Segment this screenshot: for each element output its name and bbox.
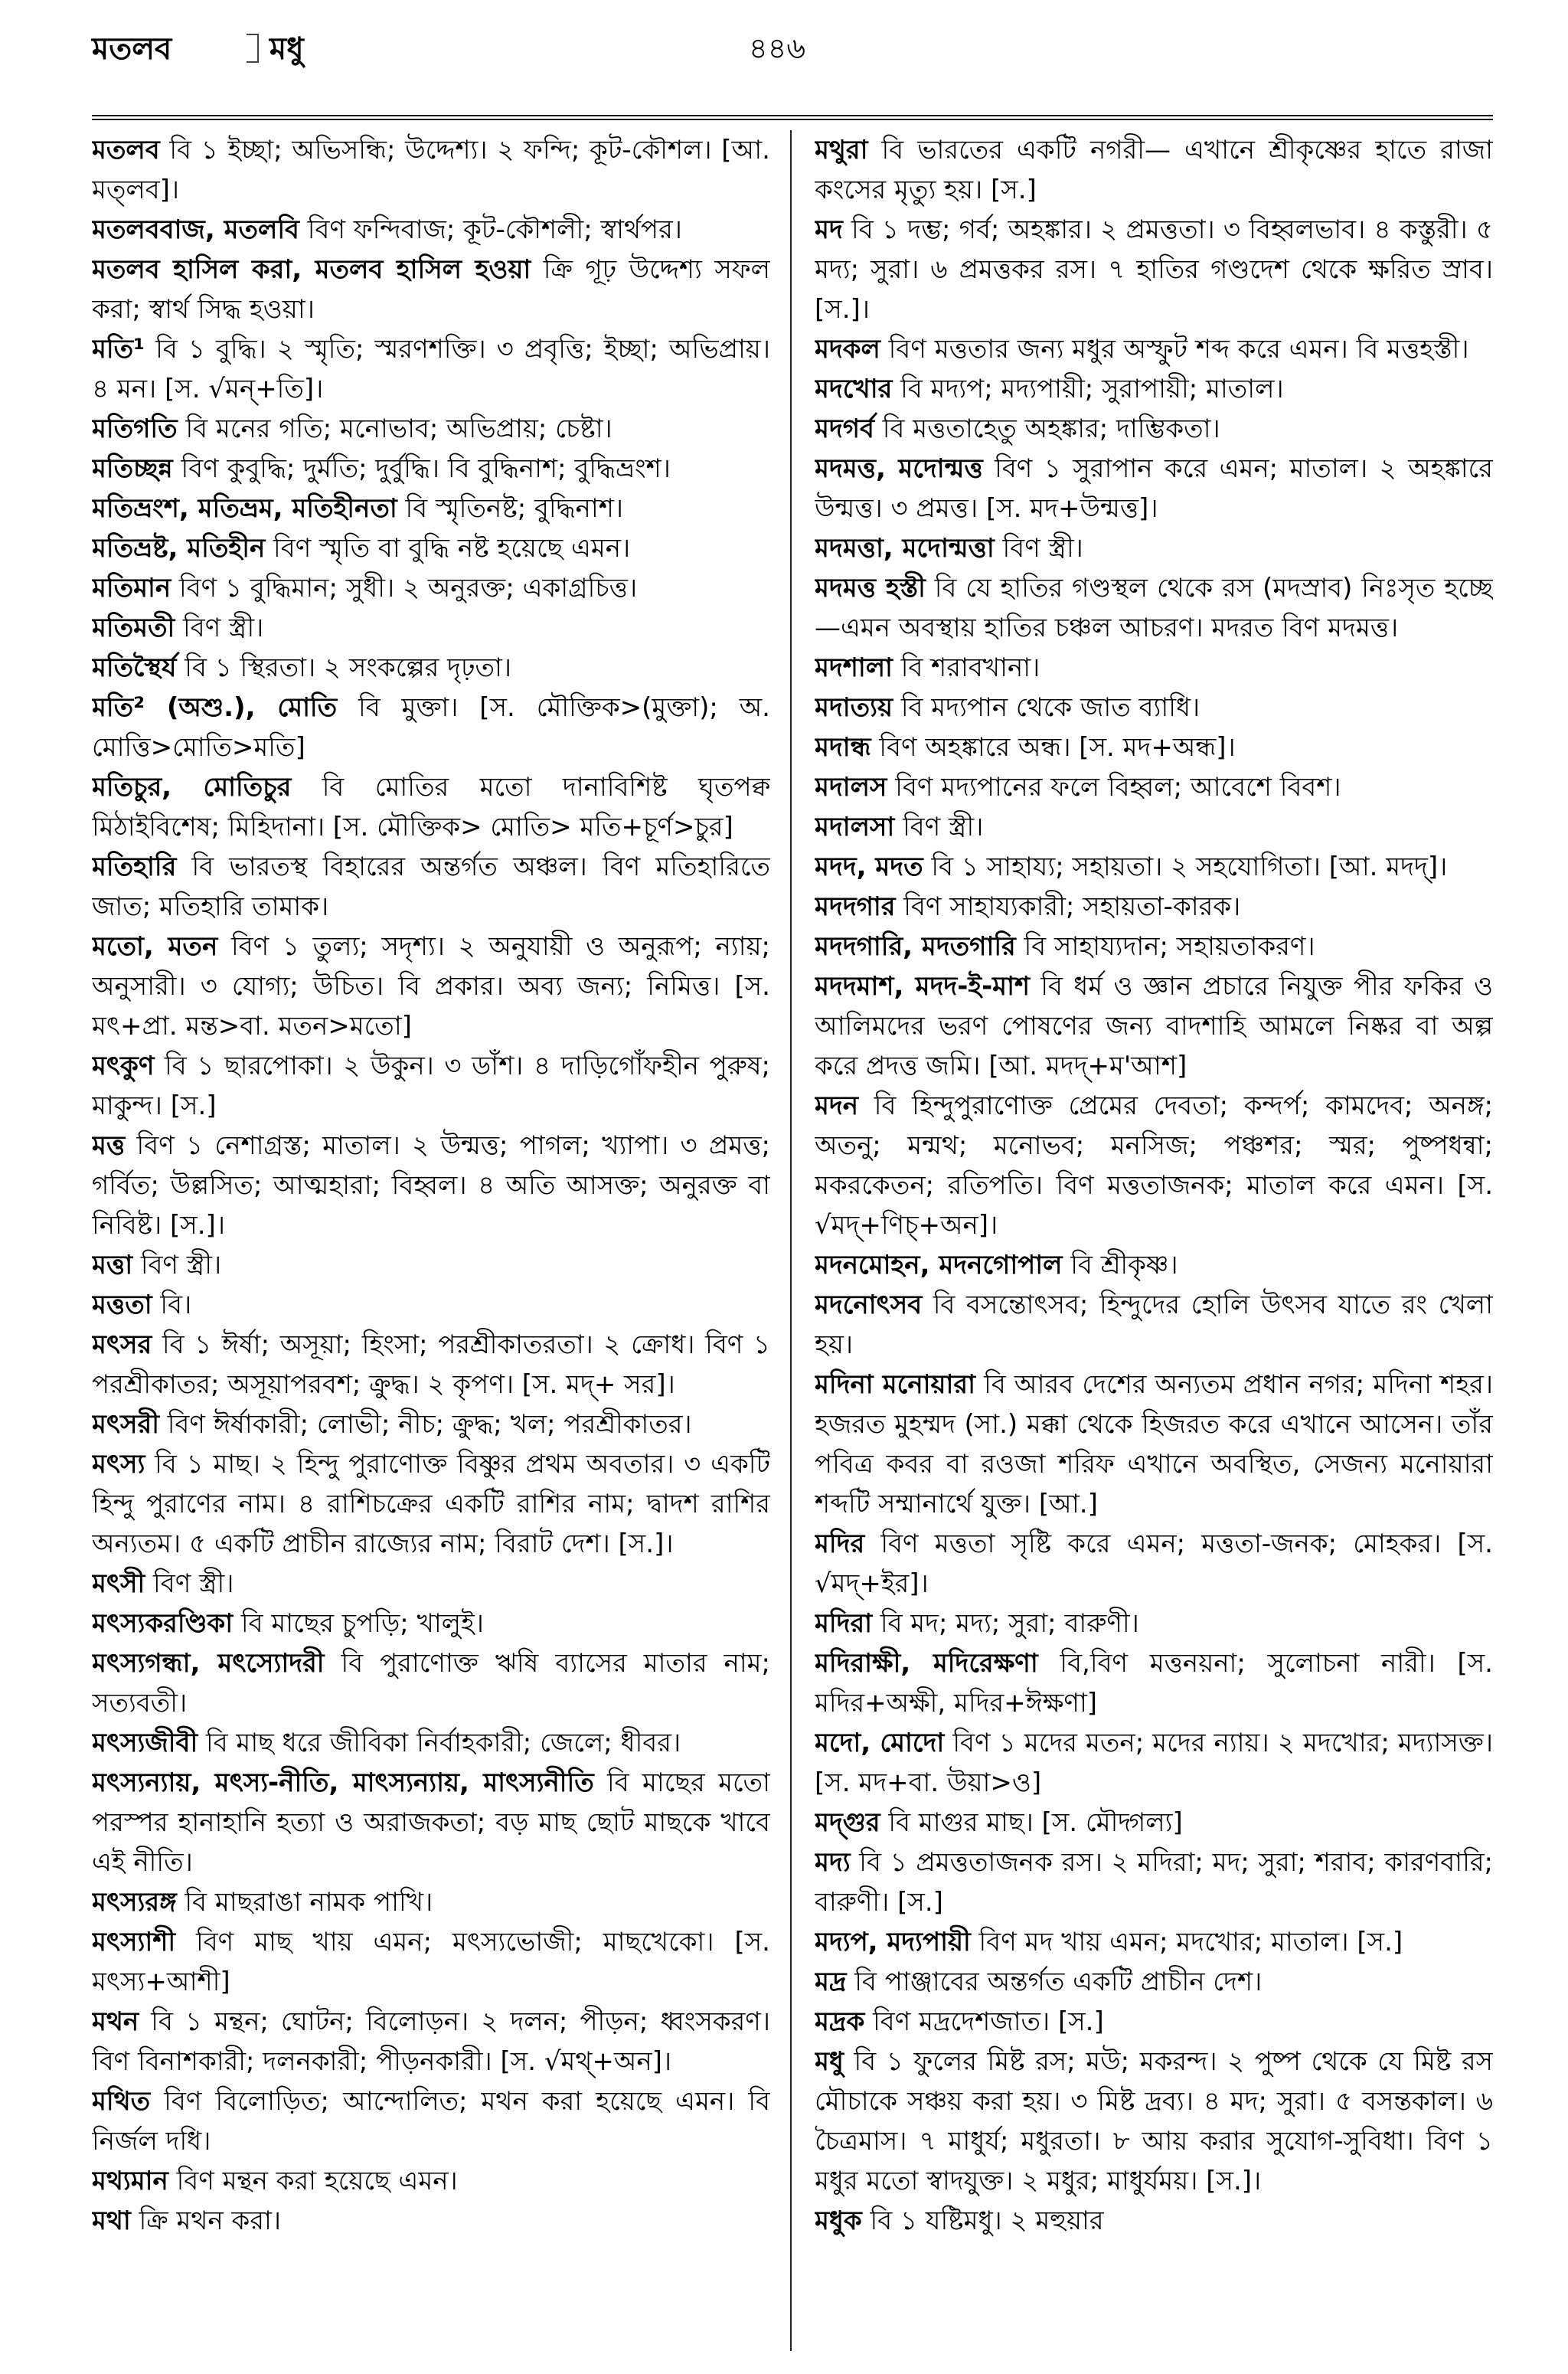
- headword: মদ্যপ, মদ্যপায়ী: [815, 1927, 971, 1957]
- column-divider: [790, 130, 792, 2351]
- headword: মদ্য: [815, 1847, 851, 1878]
- definition: বিণ ১ মদের মতন; মদের ন্যায়। ২ মদখোর; মদ্যাসক্ত। [স. মদ+বা. উয়া>ও]: [815, 1728, 1493, 1798]
- definition: বিণ মাছ খায় এমন; মৎস্যভোজী; মাছখেকো। [স. মৎস্য+আশী]: [92, 1927, 770, 1997]
- definition: বি মাছরাঙা নামক পাখি।: [176, 1887, 433, 1918]
- dictionary-entry: [815, 648, 1493, 688]
- definition: বি ১ মন্থন; ঘোটন; বিলোড়ন। ২ দলন; পীড়ন; ধ্বংসকরণ। বিণ বিনাশকারী; দলনকারী; পীড়নকারী। [স. √মথ্‌+অন]।: [92, 2006, 770, 2077]
- dictionary-entry: [92, 1643, 770, 1723]
- headword: মৎসরী: [92, 1409, 159, 1440]
- headword: মৎস্যন্যায়, মৎস্য-নীতি, মাৎস্যন্যায়, মাৎস্যনীতি: [92, 1767, 594, 1798]
- dictionary-entry: [92, 2201, 770, 2241]
- definition: বিণ স্ত্রী।: [994, 533, 1083, 564]
- headword: মদশালা: [815, 652, 893, 683]
- dictionary-entry: [815, 1245, 1493, 1285]
- definition: বিণ ১ বুদ্ধিমান; সুধী। ২ অনুরক্ত; একাগ্রচিত্ত।: [171, 573, 638, 603]
- definition: বি সাহায্যদান; সহায়তাকরণ।: [1015, 931, 1315, 962]
- dictionary-entry: [815, 767, 1493, 807]
- dictionary-entry: [92, 210, 770, 250]
- dictionary-entry: [92, 1922, 770, 2002]
- definition: বি যে হাতির গণ্ডস্থল থেকে রস (মদস্রাব) নিঃসৃত হচ্ছে—এমন অবস্থায় হাতির চঞ্চল আচরণ। মদরত বিণ মদমত্ত।: [815, 573, 1493, 643]
- definition: বি মোতির মতো দানাবিশিষ্ট ঘৃতপক্ব মিঠাইবিশেষ; মিহিদানা। [স. মৌক্তিক> মোতি> মতি+চূর্ণ>চুর]: [92, 772, 770, 842]
- definition: বিণ মদ্যপানের ফলে বিহ্বল; আবেশে বিবশ।: [887, 772, 1341, 803]
- definition: বি ১ বুদ্ধি। ২ স্মৃতি; স্মরণশক্তি। ৩ প্রবৃত্তি; ইচ্ছা; অভিপ্রায়। ৪ মন। [স. √মন্‌+তি]।: [92, 334, 770, 404]
- definition: বি পুরাণোক্ত ঋষি ব্যাসের মাতার নাম; সত্যবতী।: [92, 1648, 770, 1718]
- definition: বিণ অহঙ্কারে অন্ধ। [স. মদ+অন্ধ]।: [871, 732, 1236, 763]
- definition: বি মদ্যপ; মদ্যপায়ী; সুরাপায়ী; মাতাল।: [892, 374, 1284, 404]
- dictionary-entry: [92, 1444, 770, 1564]
- headword: মদিনা মনোয়ারা: [815, 1369, 975, 1400]
- header-rule: [92, 115, 1493, 120]
- headword: মৎকুণ: [92, 1051, 155, 1081]
- dictionary-entry: [815, 1285, 1493, 1365]
- headword: মদো, মোদো: [815, 1728, 945, 1758]
- definition: বিণ স্ত্রী।: [132, 1250, 222, 1280]
- headword: মদখোর: [815, 374, 893, 404]
- dictionary-entry: [92, 449, 770, 489]
- definition: বিণ ঈর্ষাকারী; লোভী; নীচ; ক্রুদ্ধ; খল; পরশ্রীকাতর।: [158, 1409, 692, 1440]
- dictionary-entry: [815, 528, 1493, 568]
- dictionary-entry: [815, 1643, 1493, 1723]
- definition: বি ১ ঈর্ষা; অসূয়া; হিংসা; পরশ্রীকাতরতা। ২ ক্রোধ। বিণ ১ পরশ্রীকাতর; অসূয়াপরবশ; ক্রুদ্ধ। ২ কৃপণ। [স. মদ্‌+ সর]।: [92, 1329, 770, 1400]
- definition: বি ১ প্রমত্ততাজনক রস। ২ মদিরা; মদ; সুরা; শরাব; কারণবারি; বারুণী। [স.]: [815, 1847, 1493, 1918]
- headword: মতিচ্ছন্ন: [92, 453, 173, 484]
- headword: মদান্ধ: [815, 732, 871, 763]
- definition: বি মদ্যপান থেকে জাত ব্যাধি।: [893, 692, 1200, 723]
- definition: বিণ কুবুদ্ধি; দুর্মতি; দুর্বুদ্ধি। বি বুদ্ধিনাশ; বুদ্ধিভ্রংশ।: [172, 453, 671, 484]
- definition: বিণ সাহায্যকারী; সহায়তা-কারক।: [895, 891, 1241, 922]
- dictionary-entry: [815, 1723, 1493, 1803]
- dictionary-entry: [92, 1126, 770, 1245]
- definition: বি ভারতস্থ বিহারের অন্তর্গত অঞ্চল। বিণ মতিহারিতে জাত; মতিহারি তামাক।: [92, 852, 770, 922]
- headword: মদালসা: [815, 812, 895, 842]
- headword: মদনমোহন, মদনগোপাল: [815, 1250, 1063, 1280]
- definition: বি মত্ততাহেতু অহঙ্কার; দাম্ভিকতা।: [874, 414, 1220, 444]
- dictionary-entry: [815, 2201, 1493, 2241]
- headword: মদমত্ত হস্তী: [815, 573, 926, 603]
- headword: মত্ত: [92, 1130, 126, 1161]
- page-header: [92, 17, 1493, 86]
- definition: বিণ স্ত্রী।: [894, 812, 984, 842]
- dictionary-entry: [815, 2042, 1493, 2201]
- headword: মৎস্যরঙ্গ: [92, 1887, 177, 1918]
- headword: মদদ, মদত: [815, 852, 923, 882]
- definition: বি ১ ইচ্ছা; অভিসন্ধি; উদ্দেশ্য। ২ ফন্দি; কূট-কৌশল। [আ. মত্‌লব]।: [92, 135, 770, 205]
- dictionary-entry: [815, 728, 1493, 767]
- headword: মতো, মতন: [92, 931, 218, 962]
- dictionary-entry: [92, 1564, 770, 1604]
- entry-columns: [92, 130, 1493, 2351]
- headword: মৎসী: [92, 1568, 145, 1599]
- dictionary-entry: [815, 130, 1493, 210]
- headword: মতিস্থৈর্য: [92, 652, 177, 683]
- dictionary-entry: [92, 1325, 770, 1404]
- dictionary-entry: [92, 1046, 770, 1126]
- definition: বিণ স্ত্রী।: [145, 1568, 234, 1599]
- definition: বি শ্রীকৃষ্ণ।: [1062, 1250, 1178, 1280]
- headword: মদিরাক্ষী, মদিরেক্ষণা: [815, 1648, 1038, 1679]
- headword: মদমত্তা, মদোন্মত্তা: [815, 533, 995, 564]
- dictionary-entry: [92, 1882, 770, 1922]
- definition: বিণ ১ তুল্য; সদৃশ্য। ২ অনুযায়ী ও অনুরূপ; ন্যায়; অনুসারী। ৩ যোগ্য; উচিত। বি প্রকার। অব্য জন্য; নিমিত্ত। [স. মৎ+প্রা. মন্ত>বা. মতন>মতো]: [92, 931, 770, 1041]
- headword: মতিভ্রংশ, মতিভ্রম, মতিহীনতা: [92, 493, 397, 524]
- definition: বিণ মত্ততার জন্য মধুর অস্ফুট শব্দ করে এমন। বি মত্তহস্তী।: [880, 334, 1469, 365]
- dictionary-entry: [92, 767, 770, 847]
- definition: বিণ ১ সুরাপান করে এমন; মাতাল। ২ অহঙ্কারে উন্মত্ত। ৩ প্রমত্ত। [স. মদ+উন্মত্ত]।: [815, 453, 1493, 524]
- headword: মতিমান: [92, 573, 172, 603]
- headword: মৎস্যগন্ধা, মৎস্যোদরী: [92, 1648, 325, 1679]
- dictionary-entry: [815, 1524, 1493, 1604]
- dictionary-entry: [815, 1365, 1493, 1524]
- definition: বি বসন্তোৎসব; হিন্দুদের হোলি উৎসব যাতে রং খেলা হয়।: [815, 1290, 1493, 1360]
- definition: বি ১ ফুলের মিষ্ট রস; মউ; মকরন্দ। ২ পুষ্প থেকে যে মিষ্ট রস মৌচাকে সঞ্চয় করা হয়। ৩ মিষ্ট দ্রব্য। ৪ মদ; সুরা। ৫ বসন্তকাল। ৬ চৈত্রমাস। ৭ মাধুর্য; মধুরতা। ৮ আয় করার সুযোগ-সুবিধা। বিণ ১ মধুর মতো স্বাদযুক্ত। ২ মধুর; মাধুর্যময়। [স.]।: [815, 2046, 1493, 2196]
- dictionary-entry: [92, 1763, 770, 1882]
- headword: মদদগার: [815, 891, 896, 922]
- headword: মতলব: [92, 135, 160, 165]
- headword: মদনোৎসব: [815, 1290, 923, 1320]
- definition: বি,বিণ মত্তনয়না; সুলোচনা নারী। [স. মদির+অক্ষী, মদির+ঈক্ষণা]: [815, 1648, 1493, 1718]
- page-number: ৪৪৬: [749, 31, 806, 65]
- headword: মদ্র: [815, 1967, 847, 1997]
- dictionary-entry: [92, 2161, 770, 2201]
- guide-separator: [247, 34, 259, 63]
- headword: মদমত্ত, মদোন্মত্ত: [815, 453, 983, 484]
- headword: মথন: [92, 2006, 139, 2037]
- headword: মথুরা: [815, 135, 868, 165]
- definition: বি মাছ ধরে জীবিকা নির্বাহকারী; জেলে; ধীবর।: [198, 1728, 681, 1758]
- dictionary-entry: [92, 1285, 770, 1325]
- dictionary-entry: [92, 608, 770, 648]
- dictionary-entry: [815, 1086, 1493, 1245]
- definition: বিণ ১ নেশাগ্রস্ত; মাতাল। ২ উন্মত্ত; পাগল; খ্যাপা। ৩ প্রমত্ত; গর্বিত; উল্লসিত; আত্মহারা; বিহ্বল। ৪ অতি আসক্ত; অনুরক্ত বা নিবিষ্ট। [স.]।: [92, 1130, 770, 1241]
- dictionary-entry: [92, 1404, 770, 1444]
- dictionary-entry: [92, 927, 770, 1046]
- headword: মদিরা: [815, 1608, 873, 1639]
- dictionary-entry: [815, 2002, 1493, 2042]
- dictionary-entry: [815, 847, 1493, 887]
- headword: মত্তা: [92, 1250, 133, 1280]
- definition: বি ভারতের একটি নগরী— এখানে শ্রীকৃষ্ণের হাতে রাজা কংসের মৃত্যু হয়। [স.]: [815, 135, 1493, 205]
- definition: বিণ মদ্রদেশজাত। [স.]: [864, 2006, 1104, 2037]
- definition: বি স্মৃতিনষ্ট; বুদ্ধিনাশ।: [397, 493, 623, 524]
- headword: মদাত্যয়: [815, 692, 893, 723]
- headword: মধু: [815, 2046, 844, 2077]
- definition: বি।: [152, 1290, 192, 1320]
- headword: মৎসর: [92, 1329, 152, 1360]
- dictionary-entry: [815, 887, 1493, 927]
- dictionary-entry: [815, 210, 1493, 329]
- definition: বি মাগুর মাছ। [স. মৌদ্গল্য]: [880, 1807, 1183, 1838]
- definition: বি পাঞ্জাবের অন্তর্গত একটি প্রাচীন দেশ।: [846, 1967, 1263, 1997]
- headword: মত্ততা: [92, 1290, 152, 1320]
- headword: মদির: [815, 1529, 865, 1559]
- dictionary-entry: [92, 1723, 770, 1763]
- definition: বিণ স্ত্রী।: [175, 613, 264, 643]
- definition: বি ১ যষ্টিমধু। ২ মহুয়ার: [861, 2206, 1104, 2236]
- dictionary-entry: [815, 409, 1493, 449]
- dictionary-entry: [815, 1962, 1493, 2002]
- dictionary-entry: [92, 2002, 770, 2081]
- headword: মৎস্যাশী: [92, 1927, 176, 1957]
- headword: মৎস্যজীবী: [92, 1728, 198, 1758]
- dictionary-entry: [815, 568, 1493, 648]
- headword: মৎস্যকরণ্ডিকা: [92, 1608, 234, 1639]
- definition: বি ধর্ম ও জ্ঞান প্রচারে নিযুক্ত পীর ফকির ও আলিমদের ভরণ পোষণের জন্য বাদশাহি আমলে নিষ্কর বা অল্প করে প্রদত্ত জমি। [আ. মদদ্‌+ম'আশ]: [815, 971, 1493, 1081]
- definition: বি হিন্দুপুরাণোক্ত প্রেমের দেবতা; কন্দর্প; কামদেব; অনঙ্গ; অতনু; মন্মথ; মনোভব; মনসিজ; পঞ্চশর; স্মর; পুষ্পধন্বা; মকরকেতন; রতিপতি। বিণ মত্ততাজনক; মাতাল করে এমন। [স. √মদ্‌+ণিচ্‌+অন]।: [815, 1091, 1493, 1241]
- dictionary-entry: [815, 449, 1493, 528]
- dictionary-entry: [92, 1604, 770, 1643]
- dictionary-entry: [815, 1803, 1493, 1843]
- headword: মতিগতি: [92, 414, 178, 444]
- headword: মৎস্য: [92, 1449, 145, 1480]
- guide-word-first: মতলব: [92, 31, 172, 67]
- dictionary-entry: [92, 130, 770, 210]
- headword: মদন: [815, 1091, 859, 1121]
- definition: বি মাছের মতো পরস্পর হানাহানি হত্যা ও অরাজকতা; বড় মাছ ছোট মাছকে খাবে এই নীতি।: [92, 1767, 770, 1878]
- definition: বি মাছের চুপড়ি; খালুই।: [233, 1608, 484, 1639]
- definition: বি মুক্তা। [স. মৌক্তিক>(মুক্তা); অ. মোত্তি>মোতি>মতি]: [92, 692, 770, 763]
- dictionary-entry: [92, 688, 770, 767]
- headword: মদকল: [815, 334, 880, 365]
- headword: মতি² (অশু.), মোতি: [92, 692, 338, 723]
- headword: মথ্যমান: [92, 2166, 168, 2196]
- dictionary-entry: [92, 847, 770, 927]
- headword: মদ্গুর: [815, 1807, 880, 1838]
- definition: বি মনের গতি; মনোভাব; অভিপ্রায়; চেষ্টা।: [177, 414, 612, 444]
- headword: মতিমতী: [92, 613, 175, 643]
- dictionary-entry: [92, 2081, 770, 2161]
- headword: মদ: [815, 214, 843, 245]
- definition: বিণ স্মৃতি বা বুদ্ধি নষ্ট হয়েছে এমন।: [265, 533, 631, 564]
- dictionary-entry: [815, 1604, 1493, 1643]
- definition: বি শরাবখানা।: [892, 652, 1040, 683]
- headword: মদালস: [815, 772, 887, 803]
- dictionary-entry: [92, 568, 770, 608]
- headword: মতলব হাসিল করা, মতলব হাসিল হওয়া: [92, 254, 531, 285]
- dictionary-entry: [815, 688, 1493, 728]
- definition: বি ১ মাছ। ২ হিন্দু পুরাণোক্ত বিষ্ণুর প্রথম অবতার। ৩ একটি হিন্দু পুরাণের নাম। ৪ রাশিচক্রের একটি রাশির নাম; দ্বাদশ রাশির অন্যতম। ৫ একটি প্রাচীন রাজ্যের নাম; বিরাট দেশ। [স.]।: [92, 1449, 770, 1559]
- headword: মতিচুর, মোতিচুর: [92, 772, 292, 803]
- definition: ক্রি গূঢ় উদ্দেশ্য সফল করা; স্বার্থ সিদ্ধ হওয়া।: [92, 254, 770, 325]
- definition: বিণ মদ খায় এমন; মদখোর; মাতাল। [স.]: [970, 1927, 1403, 1957]
- definition: বি মদ; মদ্য; সুরা; বারুণী।: [872, 1608, 1139, 1639]
- dictionary-entry: [815, 1843, 1493, 1922]
- headword: মদদমাশ, মদদ-ই-মাশ: [815, 971, 1031, 1002]
- dictionary-entry: [92, 648, 770, 688]
- dictionary-entry: [815, 329, 1493, 369]
- definition: বি আরব দেশের অন্যতম প্রধান নগর; মদিনা শহর। হজরত মুহম্মদ (সা.) মক্কা থেকে হিজরত করে এখানে আসেন। তাঁর পবিত্র কবর বা রওজা শরিফ এখানে অবস্থিত, সেজন্য মনোয়ারা শব্দটি সম্মানার্থে যুক্ত। [আ.]: [815, 1369, 1493, 1519]
- definition: ক্রি মথন করা।: [130, 2206, 282, 2236]
- definition: বিণ মন্থন করা হয়েছে এমন।: [168, 2166, 458, 2196]
- headword: মথা: [92, 2206, 131, 2236]
- headword: মথিত: [92, 2086, 151, 2117]
- guide-word-last: মধু: [270, 31, 304, 67]
- definition: বি ১ সাহায্য; সহায়তা। ২ সহযোগিতা। [আ. মদদ্‌]।: [923, 852, 1448, 882]
- headword: মদ্রক: [815, 2006, 865, 2037]
- dictionary-entry: [92, 409, 770, 449]
- dictionary-entry: [92, 1245, 770, 1285]
- definition: বিণ ফন্দিবাজ; কূট-কৌশলী; স্বার্থপর।: [299, 214, 682, 245]
- dictionary-entry: [92, 489, 770, 528]
- definition: বি ১ দম্ভ; গর্ব; অহঙ্কার। ২ প্রমত্ততা। ৩ বিহ্বলভাব। ৪ কস্তুরী। ৫ মদ্য; সুরা। ৬ প্রমত্তকর রস। ৭ হাতির গণ্ডদেশ থেকে ক্ষরিত স্রাব। [স.]।: [815, 214, 1493, 325]
- headword: মতিহারি: [92, 852, 177, 882]
- dictionary-entry: [92, 329, 770, 409]
- definition: বিণ মত্ততা সৃষ্টি করে এমন; মত্ততা-জনক; মোহকর। [স. √মদ্‌+ইর]।: [815, 1529, 1493, 1599]
- headword: মতলববাজ, মতলবি: [92, 214, 299, 245]
- dictionary-entry: [815, 1922, 1493, 1962]
- headword: মতি¹: [92, 334, 145, 365]
- dictionary-entry: [815, 807, 1493, 847]
- dictionary-entry: [815, 966, 1493, 1086]
- dictionary-entry: [92, 528, 770, 568]
- dictionary-entry: [815, 369, 1493, 409]
- headword: মদদগারি, মদতগারি: [815, 931, 1016, 962]
- left-column: [92, 130, 770, 2351]
- dictionary-entry: [92, 250, 770, 329]
- dictionary-entry: [815, 927, 1493, 966]
- definition: বি ১ স্থিরতা। ২ সংকল্পের দৃঢ়তা।: [176, 652, 512, 683]
- headword: মদগর্ব: [815, 414, 874, 444]
- right-column: [815, 130, 1493, 2351]
- definition: বি ১ ছারপোকা। ২ উকুন। ৩ ডাঁশ। ৪ দাড়িগোঁফহীন পুরুষ; মাকুন্দ। [স.]: [92, 1051, 770, 1121]
- headword: মধুক: [815, 2206, 862, 2236]
- headword: মতিভ্রষ্ট, মতিহীন: [92, 533, 266, 564]
- definition: বিণ বিলোড়িত; আন্দোলিত; মথন করা হয়েছে এমন। বি নির্জল দধি।: [92, 2086, 770, 2157]
